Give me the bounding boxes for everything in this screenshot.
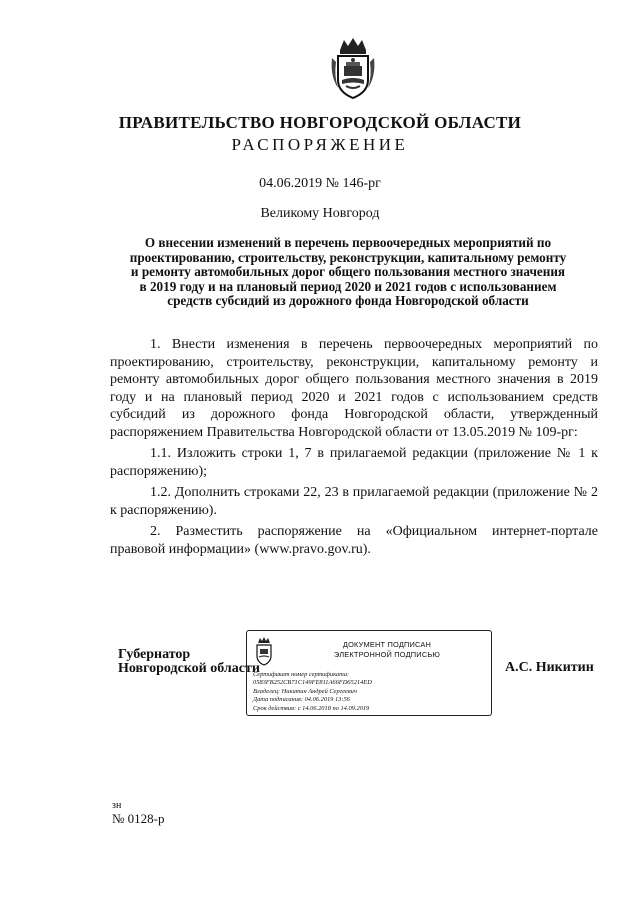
paragraph-2: 2. Разместить распоряжение на «Официальном интернет-портале правовой информации» (www.pravo.gov.ru). xyxy=(110,524,598,557)
footer-registration xyxy=(112,800,164,827)
subject-line: проектированию, строительству, реконструкции, капитальному ремонту xyxy=(129,249,567,265)
electronic-signature-stamp xyxy=(246,630,492,716)
subject-line: О внесении изменений в перечень первоочередных мероприятий по xyxy=(144,235,552,250)
subject-line: средств субсидий из дорожного фонда Новгородской области xyxy=(167,293,529,309)
stamp-header xyxy=(287,640,487,660)
signatory-title xyxy=(118,648,260,676)
stamp-details xyxy=(253,671,372,713)
document-type: РАСПОРЯЖЕНИЕ xyxy=(231,135,409,154)
paragraph-1-2: 1.2. Дополнить строками 22, 23 в прилагаемой редакции (приложение № 2 к распоряжению). xyxy=(110,485,598,518)
paragraph-1: 1. Внести изменения в перечень первоочередных мероприятий по проектированию, строительству, реконструкции, капитальному ремонту и ремонту автомобильных дорог общего пользования местного значения в 2019 году и на плановый период 2020 и 2021 годов с использованием средств субсидий из дорожного фонда Новгородской области, утвержденный распоряжением Правительства Новгородской области от 13.05.2019 № 109-рг: xyxy=(110,337,598,440)
coat-of-arms-emblem xyxy=(328,36,378,100)
government-title: ПРАВИТЕЛЬСТВО НОВГОРОДСКОЙ ОБЛАСТИ xyxy=(118,113,522,132)
footer-number: № 0128-р xyxy=(112,811,165,826)
stamp-cert-number: 0583FB252CB71C149FE811A66FD65214ED xyxy=(253,679,372,687)
subject-line: в 2019 году и на плановый период 2020 и 2021 годов с использованием xyxy=(139,278,557,294)
document-subject xyxy=(110,236,586,309)
document-body xyxy=(110,336,598,558)
stamp-cert-label: Сертификат номер сертификата: xyxy=(253,671,350,678)
stamp-header-line1: ДОКУМЕНТ ПОДПИСАН xyxy=(342,640,432,649)
signatory-title-line1: Губернатор xyxy=(118,647,191,662)
signatory-name: А.С. Никитин xyxy=(505,660,594,675)
stamp-sign-date: Дата подписания: 04.06.2019 13:56 xyxy=(253,696,350,704)
paragraph-1-1: 1.1. Изложить строки 1, 7 в прилагаемой редакции (приложение № 1 к распоряжению); xyxy=(110,446,598,479)
stamp-emblem-icon xyxy=(253,636,275,666)
stamp-owner: Владелец: Никитин Андрей Сергеевич xyxy=(253,687,357,695)
signatory-title-line2: Новгородской области xyxy=(118,661,260,676)
date-number: 04.06.2019 № 146-рг xyxy=(259,176,381,191)
subject-line: и ремонту автомобильных дорог общего пользования местного значения xyxy=(130,264,566,280)
footer-code: зн xyxy=(112,800,122,811)
city: Великому Новгород xyxy=(260,206,380,221)
stamp-header-line2: ЭЛЕКТРОННОЙ ПОДПИСЬЮ xyxy=(333,650,441,659)
stamp-validity: Срок действия: с 14.06.2018 по 14.09.2019 xyxy=(253,704,370,712)
